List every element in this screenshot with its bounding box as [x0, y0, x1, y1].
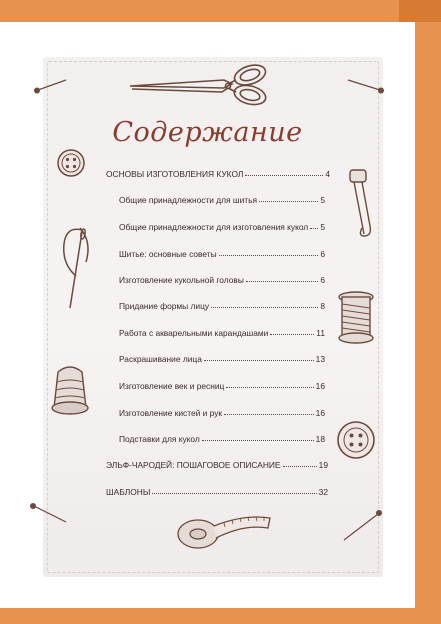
toc-entry[interactable]: [119, 406, 325, 418]
leader-dots: [246, 281, 318, 282]
leader-dots: [226, 387, 313, 388]
needle-icon: [56, 222, 96, 312]
leader-dots: [259, 201, 318, 202]
leader-dots: [270, 334, 314, 335]
frame-corner: [399, 0, 441, 22]
toc-entry-page: 13: [315, 354, 325, 364]
toc-entry-label: Подставки для кукол: [119, 434, 200, 444]
toc-entry-label: Изготовление кукольной головы: [119, 275, 244, 285]
toc-entry[interactable]: [119, 273, 325, 285]
pin-icon: [32, 76, 68, 96]
leader-dots: [310, 228, 318, 229]
leader-dots: [224, 414, 314, 415]
toc-entry[interactable]: [119, 193, 325, 205]
toc-entry-page: 6: [320, 275, 325, 285]
toc-entry[interactable]: [106, 458, 328, 470]
toc-entry[interactable]: [119, 299, 325, 311]
toc-entry[interactable]: [119, 432, 325, 444]
leader-dots: [283, 466, 317, 467]
button-icon: [336, 420, 376, 460]
toc-entry-label: ШАБЛОНЫ: [106, 487, 151, 497]
measuring-tape-icon: [174, 506, 274, 556]
toc-entry-label: Придание формы лицу: [119, 301, 210, 311]
frame-top: [0, 0, 441, 22]
toc-entry-label: ОСНОВЫ ИЗГОТОВЛЕНИЯ КУКОЛ: [106, 169, 244, 179]
toc-entry-label: Шитье: основные советы: [119, 249, 217, 259]
pin-icon: [28, 502, 68, 526]
leader-dots: [245, 175, 323, 176]
toc-entry-page: 11: [316, 328, 325, 338]
toc-entry-page: 6: [320, 249, 325, 259]
scissors-icon: [128, 62, 276, 106]
toc-entry-label: Изготовление век и ресниц: [119, 381, 225, 391]
toc-entry-page: 4: [325, 169, 330, 179]
leader-dots: [219, 255, 319, 256]
toc-entry[interactable]: [119, 220, 325, 232]
toc-entry[interactable]: [119, 247, 325, 259]
frame-bottom: [0, 608, 441, 624]
toc-entry[interactable]: [119, 379, 325, 391]
toc-entry[interactable]: [106, 167, 330, 179]
toc-entry-label: Общие принадлежности для шитья: [119, 195, 258, 205]
pin-icon: [340, 508, 384, 544]
toc-entry-page: 32: [318, 487, 328, 497]
toc-entry-page: 16: [315, 408, 325, 418]
toc-entry-page: 19: [318, 460, 328, 470]
toc-entry-label: Общие принадлежности для изготовления кукол: [119, 222, 309, 232]
toc-entry-label: Изготовление кистей и рук: [119, 408, 223, 418]
toc-entry[interactable]: [119, 352, 325, 364]
frame-right: [415, 0, 441, 624]
page-title: Содержание: [112, 117, 303, 148]
leader-dots: [204, 360, 314, 361]
spool-icon: [334, 290, 378, 346]
safety-pin-icon: [344, 168, 376, 242]
toc-entry-page: 5: [320, 222, 325, 232]
toc-entry[interactable]: [106, 485, 328, 497]
leader-dots: [152, 493, 316, 494]
toc-entry-page: 8: [320, 301, 325, 311]
toc-entry-label: Работа с акварельными карандашами: [119, 328, 269, 338]
pin-icon: [346, 76, 386, 96]
toc-entry-page: 18: [315, 434, 325, 444]
button-icon: [56, 148, 86, 178]
toc-entry-page: 16: [315, 381, 325, 391]
toc-entry-label: Раскрашивание лица: [119, 354, 202, 364]
toc-entry-label: ЭЛЬФ-ЧАРОДЕЙ: ПОШАГОВОЕ ОПИСАНИЕ: [106, 460, 281, 470]
toc-entry-page: 5: [320, 195, 325, 205]
leader-dots: [211, 307, 318, 308]
toc-entry[interactable]: [119, 326, 325, 338]
thimble-icon: [40, 360, 100, 418]
leader-dots: [202, 440, 314, 441]
